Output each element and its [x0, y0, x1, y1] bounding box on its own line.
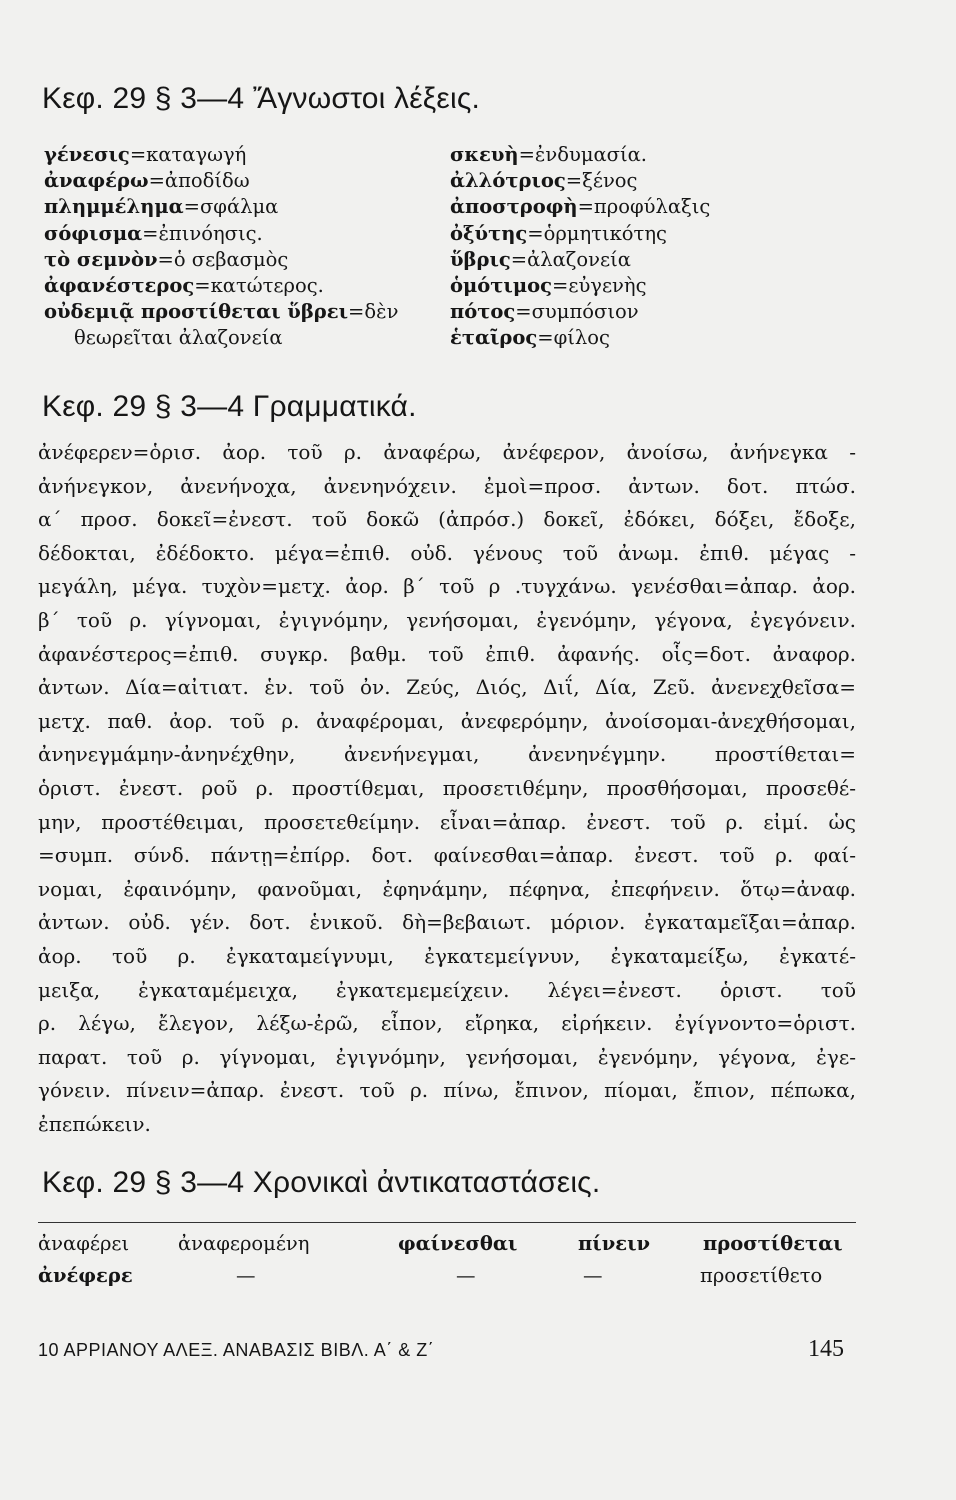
table-cell: —	[456, 1264, 476, 1287]
grammar-line: μετχ. παθ. ἀορ. τοῦ ρ. ἀναφέρομαι, ἀνεφερόμην, ἀνοίσομαι-ἀνεχθήσομαι,	[38, 708, 856, 733]
vocab-entry: ἑταῖρος=φίλος	[450, 326, 610, 350]
vocab-entry: σκευὴ=ἐνδυμασία.	[450, 143, 647, 166]
vocab-entry: τὸ σεμνὸν=ὁ σεβασμὸς	[44, 247, 289, 271]
vocab-entry-continuation: θεωρεῖται ἀλαζονεία	[74, 326, 283, 350]
page-number: 145	[808, 1336, 844, 1362]
grammar-line: ἀνηνεγμάμην-ἀνηνέχθην, ἀνενήνεγμαι, ἀνενηνέγμην. προστίθεται=	[38, 742, 856, 767]
vocab-entry: ἀλλότριος=ξένος	[450, 169, 638, 193]
grammar-line: β΄ τοῦ ρ. γίγνομαι, ἐγιγνόμην, γενήσομαι, ἐγενόμην, γέγονα, ἐγεγόνειν.	[38, 607, 856, 632]
table-cell: —	[583, 1264, 603, 1287]
table-cell: πίνειν	[578, 1232, 651, 1255]
grammar-line: μεγάλη, μέγα. τυχὸν=μετχ. ἀορ. β΄ τοῦ ρ .τυγχάνω. γενέσθαι=ἀπαρ. ἀορ.	[38, 574, 856, 599]
grammar-line: μειξα, ἐγκαταμέμειχα, ἐγκατεμεμείχειν. λέγει=ἐνεστ. ὁριστ. τοῦ	[38, 977, 856, 1002]
vocab-entry: οὐδεμιᾷ προστίθεται ὕβρει=δὲν	[44, 300, 399, 324]
vocab-entry: γένεσις=καταγωγή	[44, 143, 247, 166]
grammar-line: γόνειν. πίνειν=ἀπαρ. ἐνεστ. τοῦ ρ. πίνω, ἔπινον, πίομαι, ἔπιον, πέπωκα,	[38, 1078, 856, 1103]
grammar-line: =συμπ. σύνδ. πάντῃ=ἐπίρρ. δοτ. φαίνεσθαι=ἀπαρ. ἐνεστ. τοῦ ρ. φαί-	[38, 843, 856, 868]
table-cell: —	[236, 1264, 256, 1287]
table-row	[38, 1264, 856, 1296]
substitutions-table	[38, 1232, 856, 1296]
table-cell: ἀναφερομένη	[178, 1232, 310, 1255]
grammar-line: ὁριστ. ἐνεστ. ροῦ ρ. προστίθεμαι, προσετιθέμην, προσθήσομαι, προσεθέ-	[38, 775, 856, 800]
grammar-heading: Κεφ. 29 § 3—4 Γραμματικά.	[42, 390, 417, 423]
table-cell: ἀνέφερε	[38, 1264, 133, 1287]
vocab-left-column	[44, 142, 398, 352]
vocab-entry: σόφισμα=ἐπινόησις.	[44, 221, 263, 245]
vocab-entry: ὕβρις=ἀλαζονεία	[450, 247, 631, 271]
vocab-entry: ἀναφέρω=ἀποδίδω	[44, 169, 250, 193]
table-cell: προστίθεται	[703, 1232, 843, 1255]
grammar-line: ρ. λέγω, ἔλεγον, λέξω-ἐρῶ, εἶπον, εἴρηκα, εἰρήκειν. ἐγίγνοντο=ὁριστ.	[38, 1011, 856, 1036]
grammar-line: μην, προστέθειμαι, προσετεθείμην. εἶναι=ἀπαρ. ἐνεστ. τοῦ ρ. εἰμί. ὡς	[38, 809, 856, 834]
table-cell: ἀναφέρει	[38, 1232, 130, 1255]
grammar-line: ἀντων. Δία=αἰτιατ. ἑν. τοῦ ὀν. Ζεύς, Διός, Διΐ, Δία, Ζεῦ. ἀνενεχθεῖσα=	[38, 675, 856, 700]
grammar-line: ἐπεπώκειν.	[38, 1111, 151, 1136]
vocab-entry: ὀξύτης=ὁρμητικότης	[450, 221, 667, 245]
publication-title: 10 ΑΡΡΙΑΝΟΥ ΑΛΕΞ. ΑΝΑΒΑΣΙΣ ΒΙΒΛ. Α΄ & Ζ΄	[38, 1340, 435, 1360]
grammar-line: παρατ. τοῦ ρ. γίγνομαι, ἐγιγνόμην, γενήσομαι, ἐγενόμην, γέγονα, ἐγε-	[38, 1044, 856, 1069]
vocab-entry: πλημμέλημα=σφάλμα	[44, 195, 279, 219]
vocab-entry: πότος=συμπόσιον	[450, 300, 639, 324]
grammar-line: ἀνέφερεν=ὁρισ. ἀορ. τοῦ ρ. ἀναφέρω, ἀνέφερον, ἀνοίσω, ἀνήνεγκα -	[38, 440, 856, 464]
grammar-line: ἀντων. οὐδ. γέν. δοτ. ἑνικοῦ. δὴ=βεβαιωτ. μόριον. ἐγκαταμεῖξαι=ἀπαρ.	[38, 910, 856, 935]
vocab-entry: ἀφανέστερος=κατώτερος.	[44, 274, 324, 298]
grammar-line: ἀορ. τοῦ ρ. ἐγκαταμείγνυμι, ἐγκατεμείγνυν, ἐγκαταμείξω, ἐγκατέ-	[38, 943, 856, 968]
grammar-line: α΄ προσ. δοκεῖ=ἐνεστ. τοῦ δοκῶ (ἀπρόσ.) δοκεῖ, ἐδόκει, δόξει, ἔδοξε,	[38, 507, 856, 532]
table-row	[38, 1232, 856, 1264]
grammar-text	[38, 436, 856, 1141]
grammar-line: ἀφανέστερος=ἐπιθ. συγκρ. βαθμ. τοῦ ἐπιθ. ἀφανής. οἷς=δοτ. ἀναφορ.	[38, 641, 856, 666]
vocab-heading: Κεφ. 29 § 3—4 Ἄγνωστοι λέξεις.	[42, 82, 481, 115]
vocab-right-column	[450, 142, 710, 352]
table-cell: προσετίθετο	[700, 1264, 823, 1287]
grammar-line: δέδοκται, ἐδέδοκτο. μέγα=ἐπιθ. οὐδ. γένους τοῦ ἀνωμ. ἐπιθ. μέγας -	[38, 540, 856, 565]
grammar-line: ἀνήνεγκον, ἀνενήνοχα, ἀνενηνόχειν. ἐμοὶ=προσ. ἀντων. δοτ. πτώσ.	[38, 473, 856, 498]
substitutions-heading: Κεφ. 29 § 3—4 Χρονικαὶ ἀντικαταστάσεις.	[42, 1166, 601, 1199]
table-cell: φαίνεσθαι	[398, 1232, 518, 1255]
table-rule	[38, 1222, 856, 1223]
vocab-entry: ὁμότιμος=εὐγενὴς	[450, 274, 647, 298]
vocab-entry: ἀποστροφὴ=προφύλαξις	[450, 195, 711, 219]
grammar-line: νομαι, ἐφαινόμην, φανοῦμαι, ἐφηνάμην, πέφηνα, ἐπεφήνειν. ὅτῳ=ἀναφ.	[38, 876, 856, 901]
